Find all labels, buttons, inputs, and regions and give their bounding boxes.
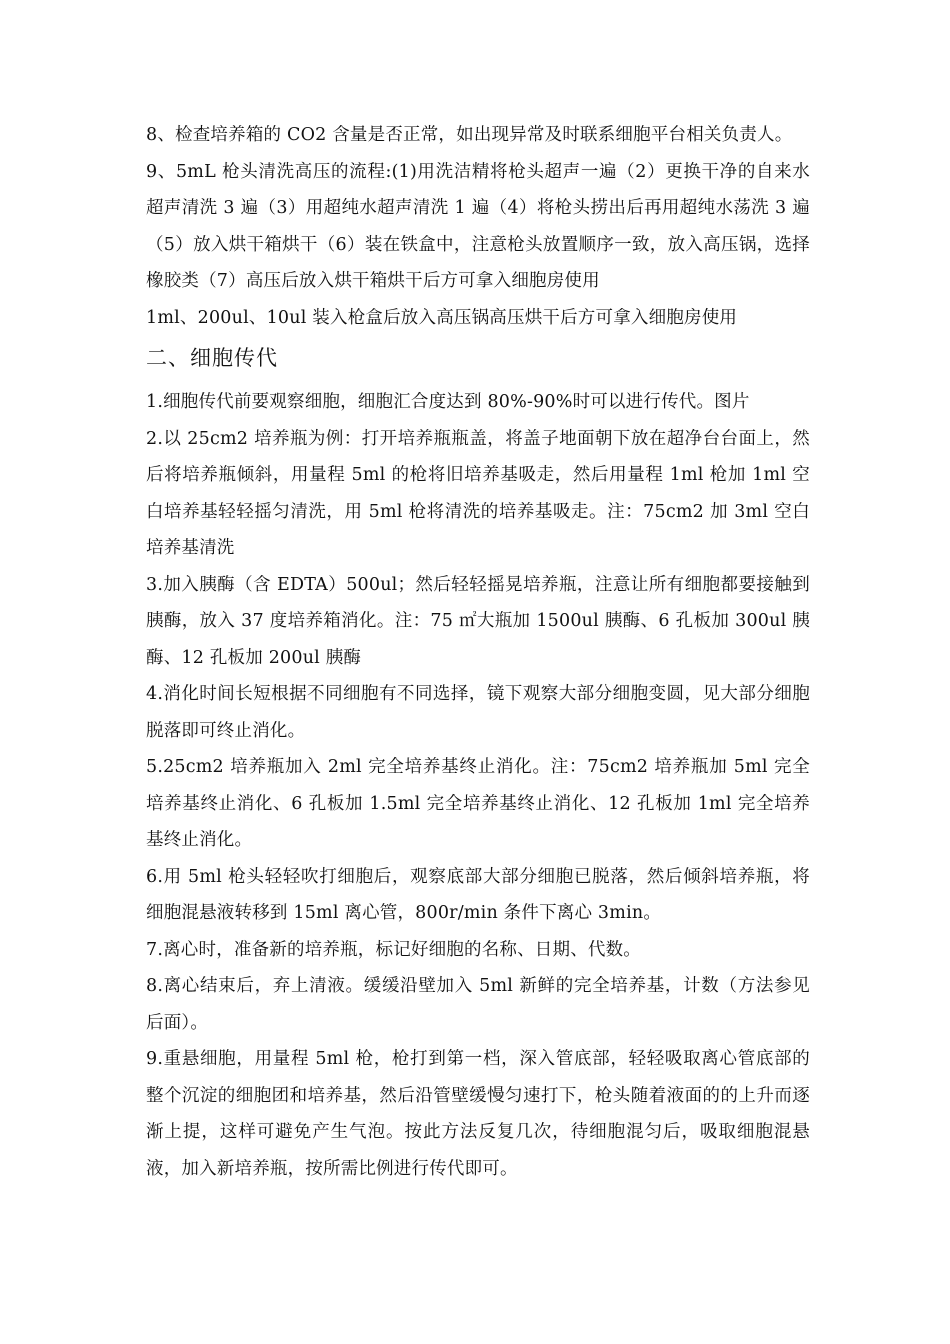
paragraph-passage-step-5: 5.25cm2 培养瓶加入 2ml 完全培养基终止消化。注：75cm2 培养瓶加 5ml 完全培养基终止消化、6 孔板加 1.5ml 完全培养基终止消化、12 孔板加 1ml 完全培养基终止消化。: [146, 757, 810, 850]
paragraph-passage-step-6: 6.用 5ml 枪头轻轻吹打细胞后，观察底部大部分细胞已脱落，然后倾斜培养瓶，将细胞混悬液转移到 15ml 离心管，800r/min 条件下离心 3min。: [146, 866, 810, 923]
paragraph-step-8-co2-check: 8、检查培养箱的 CO2 含量是否正常，如出现异常及时联系细胞平台相关负责人。: [146, 125, 793, 145]
document-body: [146, 117, 810, 1187]
paragraph-small-tips-autoclave: 1ml、200ul、10ul 装入枪盒后放入高压锅高压烘干后方可拿入细胞房使用: [146, 307, 738, 328]
paragraph-passage-step-8: 8.离心结束后，弃上清液。缓缓沿壁加入 5ml 新鲜的完全培养基，计数（方法参见后面）。: [146, 976, 810, 1033]
section-heading-cell-passage: 二、细胞传代: [146, 346, 278, 370]
paragraph-passage-step-2: 2.以 25cm2 培养瓶为例：打开培养瓶瓶盖，将盖子地面朝下放在超净台台面上，然后将培养瓶倾斜，用量程 5ml 的枪将旧培养基吸走，然后用量程 1ml 枪加 1ml 空白培养基轻轻摇匀清洗，用 5ml 枪将清洗的培养基吸走。注：75cm2 加 3ml 空白培养基清洗: [146, 428, 810, 558]
paragraph-passage-step-1: 1.细胞传代前要观察细胞，细胞汇合度达到 80%-90%时可以进行传代。图片: [146, 392, 750, 412]
paragraph-passage-step-9: 9.重悬细胞，用量程 5ml 枪，枪打到第一档，深入管底部，轻轻吸取离心管底部的整个沉淀的细胞团和培养基，然后沿管壁缓慢匀速打下，枪头随着液面的的上升而逐渐上提，这样可避免产生气泡。按此方法反复几次，待细胞混匀后，吸取细胞混悬液，加入新培养瓶，按所需比例进行传代即可。: [146, 1049, 810, 1179]
paragraph-step-9-tip-cleaning: 9、5mL 枪头清洗高压的流程:(1)用洗洁精将枪头超声一遍（2）更换干净的自来水超声清洗 3 遍（3）用超纯水超声清洗 1 遍（4）将枪头捞出后再用超纯水荡洗 3 遍（5）放入烘干箱烘干（6）装在铁盒中，注意枪头放置顺序一致，放入高压锅，选择橡胶类（7）高压后放入烘干箱烘干后方可拿入细胞房使用: [146, 161, 810, 291]
paragraph-passage-step-3: 3.加入胰酶（含 EDTA）500ul；然后轻轻摇晃培养瓶，注意让所有细胞都要接触到胰酶，放入 37 度培养箱消化。注：75 ㎡大瓶加 1500ul 胰酶、6 孔板加 300ul 胰酶、12 孔板加 200ul 胰酶: [146, 574, 810, 668]
paragraph-passage-step-4: 4.消化时间长短根据不同细胞有不同选择，镜下观察大部分细胞变圆，见大部分细胞脱落即可终止消化。: [146, 684, 810, 741]
paragraph-passage-step-7: 7.离心时，准备新的培养瓶，标记好细胞的名称、日期、代数。: [146, 939, 641, 960]
